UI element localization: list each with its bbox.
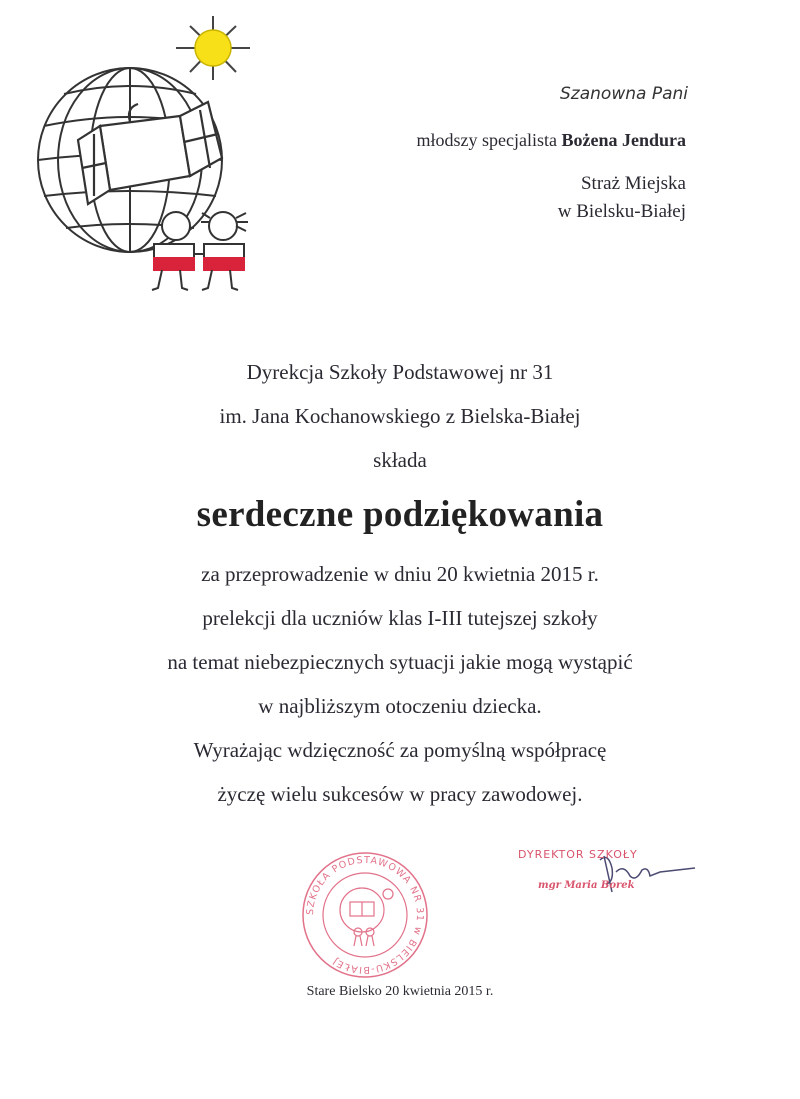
body-line-9: życzę wielu sukcesów w pracy zawodowej. — [217, 782, 583, 806]
institution-line-1: Straż Miejska — [580, 173, 686, 194]
body-line-8: Wyrażając wdzięczność za pomyślną współpracę — [193, 738, 607, 762]
body-line-4: za przeprowadzenie w dniu 20 kwietnia 2015 r. — [201, 562, 599, 586]
institution-line-2: w Bielsku-Białej — [557, 201, 686, 222]
school-logo — [30, 8, 270, 298]
body-line-6: na temat niebezpiecznych sytuacji jakie mogą wystąpić — [167, 650, 633, 674]
body-line-5: prelekcji dla uczniów klas I-III tutejszej szkoły — [202, 606, 598, 630]
body-line-3: składa — [373, 448, 427, 472]
recipient-institution — [430, 170, 686, 226]
children-icon — [152, 212, 248, 290]
body-line-1: Dyrekcja Szkoły Podstawowej nr 31 — [246, 360, 554, 384]
recipient-name: Bożena Jendura — [561, 130, 686, 150]
school-stamp — [300, 850, 430, 980]
body-line-7: w najbliższym otoczeniu dziecka. — [258, 694, 542, 718]
stamp-logo-icon — [340, 888, 393, 946]
letter-body — [40, 350, 760, 816]
sun-icon — [176, 16, 250, 80]
signature-name: mgr Maria Borek — [538, 880, 635, 891]
signature-title: DYREKTOR SZKOŁY — [518, 848, 638, 861]
recipient-role: młodszy specjalista — [416, 130, 557, 150]
place-date: Stare Bielsko 20 kwietnia 2015 r. — [306, 984, 494, 999]
headline: serdeczne podziękowania — [196, 494, 604, 535]
stamp-text: SZKOŁA PODSTAWOWA NR 31 w BIELSKU-BIAŁEJ — [304, 854, 426, 976]
salutation: Szanowna Pani — [560, 84, 688, 104]
body-line-2: im. Jana Kochanowskiego z Bielska-Białej — [219, 404, 581, 428]
recipient — [330, 130, 686, 151]
